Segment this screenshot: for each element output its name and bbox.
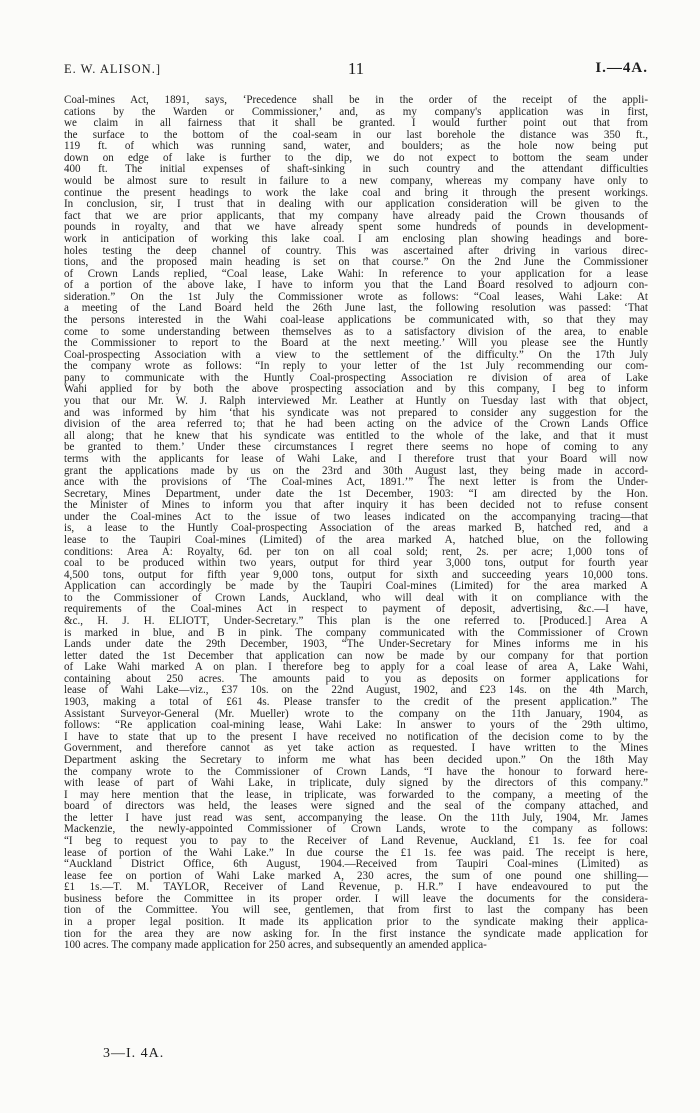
- text-line: would be almost sure to result in failure to a new company, whereas my company have only to: [64, 175, 648, 188]
- text-line: In conclusion, sir, I trust that in dealing with our application consideration will be given to the: [64, 198, 648, 211]
- text-line: holes testing the deep channel of country. This was ascertained after driving in various direc-: [64, 244, 648, 257]
- text-line: pounds in royalty, and that we have already spent some hundreds of pounds in development-: [64, 221, 648, 234]
- text-line: business before the Committee in its proper order. I will leave the documents for the considera-: [64, 892, 648, 905]
- text-line: all along; that he knew that his syndicate was entitled to the whole of the lake, and that it must: [64, 429, 648, 442]
- text-line: lease fee on portion of Wahi Lake marked A, 230 acres, the sum of one pound one shilling—: [64, 869, 648, 882]
- page-number: 11: [347, 59, 365, 78]
- text-line: is marked in blue, and B in pink. The company communicated with the Commissioner of Crown: [64, 626, 648, 639]
- text-line: tions, and the proposed main heading is set on that course.” On the 2nd June the Commissioner: [64, 256, 648, 269]
- text-line: tion for the area they are now asking for. In the first instance the syndicate made application for: [64, 927, 648, 940]
- text-line: work in anticipation of working this lake coal. I am enclosing plan showing headings and bore-: [64, 232, 648, 245]
- signature-mark: 3—I. 4A.: [103, 1046, 165, 1061]
- text-line: Government, and therefore cannot as yet take action as requested. I have written to the Mines: [64, 742, 648, 755]
- text-line: grant the applications made by us on the 23rd and 30th August last, they being made in accord-: [64, 464, 648, 477]
- text-line: the Minister of Mines to inform you that after inquiry it has been decided not to refuse consent: [64, 499, 648, 512]
- text-line: lease to the Taupiri Coal-mines (Limited) of the area marked A, hatched blue, on the following: [64, 533, 648, 546]
- text-line: a meeting of the Land Board held the 26th June last, the following resolution was passed: ‘That: [64, 302, 648, 315]
- body-text: [64, 95, 648, 952]
- text-line: the company wrote as follows: “In reply to your letter of the 1st July recommending our com-: [64, 360, 648, 373]
- text-line: 1903, making a total of £61 4s. Please transfer to the credit of the present application.” The: [64, 696, 648, 709]
- text-line: of Lake Wahi marked A on plan. I therefore beg to apply for a coal lease of area A, Lake Wahi,: [64, 661, 648, 674]
- text-line: Mackenzie, the newly-appointed Commissioner of Crown Lands, wrote to the company as follows:: [64, 823, 648, 836]
- text-line: down on edge of lake is further to the dip, we do not expect to bottom the seam under: [64, 151, 648, 164]
- text-line: we claim in all fairness that it shall be granted. I would further point out that from: [64, 117, 648, 130]
- text-line: 119 ft. of which was running sand, water, and boulders; as the hole now being put: [64, 140, 648, 153]
- text-line: coal to be produced within two years, output for third year 3,000 tons, output for fourth year: [64, 557, 648, 570]
- text-line: I have to state that up to the present I have received no notification of the decision come to by the: [64, 730, 648, 743]
- text-line: be granted to them.’ Under these circumstances I regret there seems no hope of coming to any: [64, 441, 648, 454]
- text-line: in a proper legal position. It made its application prior to the syndicate making their applica-: [64, 916, 648, 929]
- text-line: letter dated the 1st December that application can now be made by our company for that portion: [64, 649, 648, 662]
- text-line: ance with the provisions of ‘The Coal-mines Act, 1891.’” The next letter is from the Under-: [64, 476, 648, 489]
- text-line: to the Commissioner of Crown Lands, Auckland, who will deal with it on compliance with the: [64, 591, 648, 604]
- text-line: under the Coal-mines Act to the issue of two leases indicated on the accompanying tracing—that: [64, 510, 648, 523]
- text-line: the company wrote to the Commissioner of Crown Lands, “I have the honour to forward here-: [64, 765, 648, 778]
- text-line: lease of portion of the Wahi Lake.” In due course the £1 1s. fee was paid. The receipt is here,: [64, 846, 648, 859]
- text-line: terms with the applicants for lease of Wahi Lake, and I therefore trust that your Board will now: [64, 452, 648, 465]
- text-line: Application can accordingly be made by the Taupiri Coal-mines (Limited) for the area marked A: [64, 580, 648, 593]
- running-head-author: E. W. ALISON.]: [64, 62, 161, 76]
- text-line: containing about 250 acres. The amounts paid to you as deposits on former applications for: [64, 672, 648, 685]
- text-line: Coal-mines Act, 1891, says, ‘Precedence shall be in the order of the receipt of the appli-: [64, 94, 648, 106]
- text-line: continue the present headings to work the lake coal and bring it through the present workings.: [64, 186, 648, 199]
- text-line: 100 acres. The company made application for 250 acres, and subsequently an amended applica-: [64, 939, 487, 952]
- text-line: &c., H. J. H. ELIOTT, Under-Secretary.” This plan is the one referred to. [Produced.] Area A: [64, 615, 648, 628]
- document-code: I.—4A.: [595, 60, 648, 76]
- text-line: come to some understanding between themselves as to a satisfactory division of the area, to enable: [64, 325, 648, 338]
- page-header: [64, 59, 648, 84]
- text-line: 400 ft. The initial expenses of shaft-sinking in such country and the attendant difficulties: [64, 163, 648, 176]
- text-line: I may here mention that the lease, in triplicate, was forwarded to the company, a meeting of the: [64, 788, 648, 801]
- text-line: requirements of the Coal-mines Act in respect to payment of deposit, advertising, &c.—I have,: [64, 603, 648, 616]
- text-line: the persons interested in the Wahi coal-lease applications be communicated with, so that they may: [64, 313, 648, 326]
- text-line: the Commissioner to report to the Board at the next meeting.’ Will you please see the Huntly: [64, 337, 648, 350]
- text-line: 4,500 tons, output for fifth year 9,000 tons, output for sixth and succeeding years 10,000 tons.: [64, 568, 648, 581]
- text-line: division of the area referred to; that he had been acting on the advice of the Crown Lands Office: [64, 418, 648, 431]
- text-line: you that our Mr. W. J. Ralph interviewed Mr. Leather at Huntly on Tuesday last with that object,: [64, 395, 648, 408]
- text-line: pany to communicate with the Huntly Coal-prospecting Association re division of area of Lake: [64, 371, 648, 384]
- text-line: the surface to the bottom of the coal-seam in our last borehole the distance was 350 ft.,: [64, 128, 648, 141]
- text-line: is, a lease to the Huntly Coal-prospecting Association of the areas marked B, hatched red, and a: [64, 522, 648, 535]
- text-line: the letter I have just read was sent, accompanying the lease. On the 11th July, 1904, Mr. James: [64, 811, 648, 824]
- text-line: follows: “Re application coal-mining lease, Wahi Lake: In answer to yours of the 29th ultimo,: [64, 719, 648, 732]
- text-line: £1 1s.—T. M. TAYLOR, Receiver of Land Revenue, p. H.R.” I have endeavoured to put the: [64, 881, 648, 894]
- text-line: of a portion of the above lake, I have to inform you that the Land Board resolved to adjourn con-: [64, 279, 648, 292]
- text-line: Secretary, Mines Department, under date the 1st December, 1903: “I am directed by the Hon.: [64, 487, 648, 500]
- text-line: and was informed by him ‘that his syndicate was not prepared to consider any suggestion for the: [64, 406, 648, 419]
- text-line: sideration.” On the 1st July the Commissioner wrote as follows: “Coal leases, Wahi Lake: At: [64, 290, 648, 303]
- text-line: Wahi applied for by both the above prospecting association and by this company, I beg to inform: [64, 383, 648, 396]
- text-line: Coal-prospecting Association with a view to the settlement of the difficulty.” On the 17th July: [64, 348, 648, 361]
- text-line: with lease of part of Wahi Lake, in triplicate, duly signed by the directors of this company.”: [64, 777, 648, 790]
- text-line: “I beg to request you to pay to the Receiver of Land Revenue, Auckland, £1 1s. fee for coal: [64, 835, 648, 847]
- text-line: Lands under date the 29th December, 1903, “The Under-Secretary for Mines informs me in his: [64, 638, 648, 651]
- text-line: fact that we are prior applicants, that my company have already paid the Crown thousands of: [64, 209, 648, 222]
- text-line: Assistant Surveyor-General (Mr. Mueller) wrote to the company on the 11th January, 1904, as: [64, 707, 648, 720]
- text-line: conditions: Area A: Royalty, 6d. per ton on all coal sold; rent, 2s. per acre; 1,000 tons of: [64, 545, 648, 558]
- text-line: cations by the Warden or Commissioner,’ and, as my company's application was in first,: [64, 105, 648, 118]
- text-line: lease of Wahi Lake—viz., £37 10s. on the 22nd August, 1902, and £23 14s. on the 4th March,: [64, 684, 648, 697]
- text-line: of Crown Lands replied, “Coal lease, Lake Wahi: In reference to your application for a lease: [64, 267, 648, 280]
- text-line: board of directors was held, the leases were signed and the seal of the company attached, and: [64, 800, 648, 813]
- text-line: Department asking the Secretary to inform me what has been decided upon.” On the 18th May: [64, 753, 648, 766]
- text-line: tion of the Committee. You will see, gentlemen, that from first to last the company has been: [64, 904, 648, 917]
- text-line: “Auckland District Office, 6th August, 1904.—Received from Taupiri Coal-mines (Limited) as: [64, 858, 648, 871]
